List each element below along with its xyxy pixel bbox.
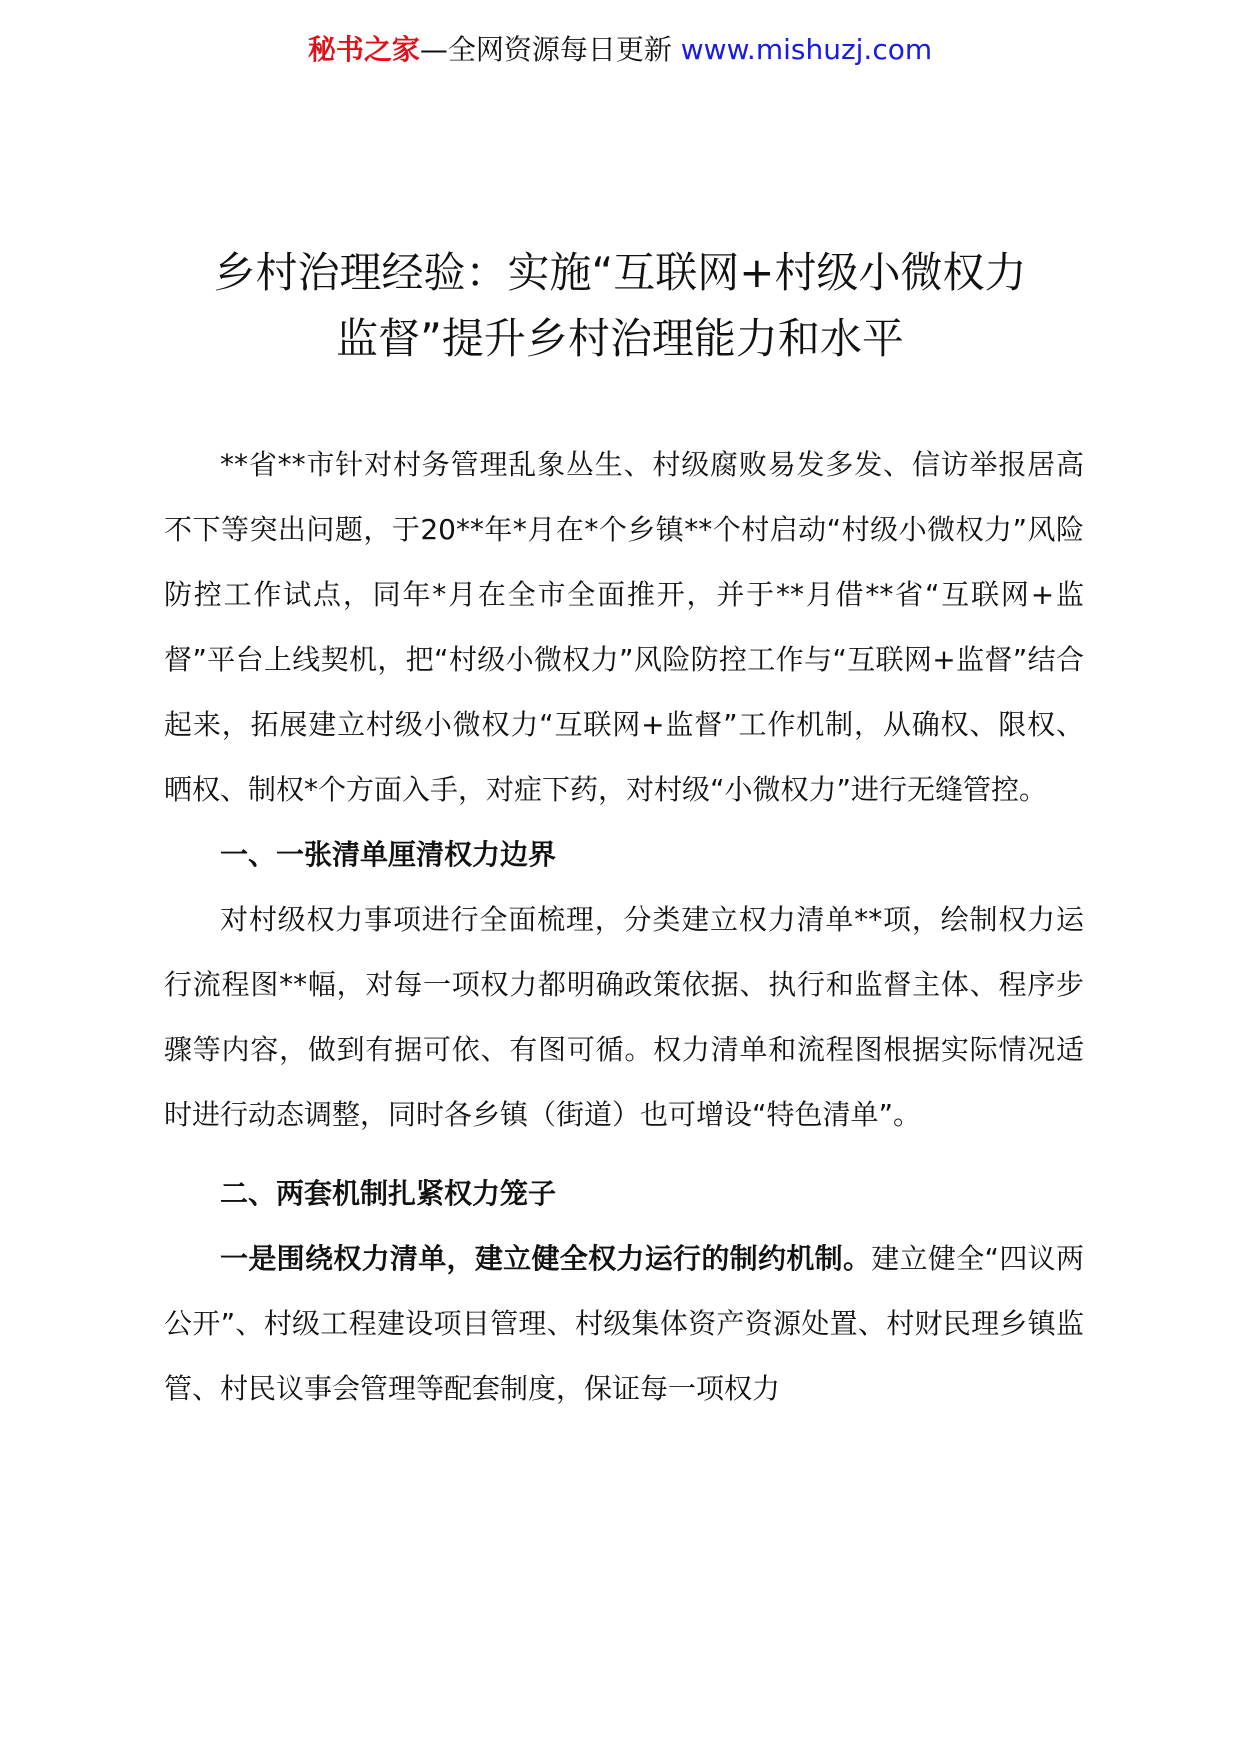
section-1-heading: 一、一张清单厘清权力边界 xyxy=(220,838,557,871)
section-2-text: 建立健全“四议两公开”、村级工程建设项目管理、村级集体资产资源处置、村财民理乡镇监管、村民议事会管理等配套制度，保证每一项权力 xyxy=(164,1242,1084,1405)
title-line-2: 监督”提升乡村治理能力和水平 xyxy=(336,314,904,363)
section-2-heading: 二、两套机制扎紧权力笼子 xyxy=(220,1177,557,1210)
intro-paragraph: **省**市针对村务管理乱象丛生、村级腐败易发多发、信访举报居高不下等突出问题，于20**年*月在*个乡镇**个村启动“村级小微权力”风险防控工作试点，同年*月在全市全面推开，并于**月借**省“互联网+监督”平台上线契机，把“村级小微权力”风险防控工作与“互联网+监督”结合起来，拓展建立村级小微权力“互联网+监督”工作机制，从确权、限权、晒权、制权*个方面入手，对症下药，对村级“小微权力”进行无缝管控。 xyxy=(164,448,1084,806)
title-line-1: 乡村治理经验：实施“互联网+村级小微权力 xyxy=(213,248,1027,297)
section-1-paragraph: 对村级权力事项进行全面梳理，分类建立权力清单**项，绘制权力运行流程图**幅，对每一项权力都明确政策依据、执行和监督主体、程序步骤等内容，做到有据可依、有图可循。权力清单和流程图根据实际情况适时进行动态调整，同时各乡镇（街道）也可增设“特色清单”。 xyxy=(164,903,1084,1131)
site-brand: 秘书之家 xyxy=(307,33,420,66)
site-tagline: —全网资源每日更新 xyxy=(419,33,681,66)
document-title xyxy=(150,240,1090,372)
site-url-link[interactable]: www.mishuzj.com xyxy=(680,33,933,66)
site-header xyxy=(0,30,1240,70)
document-body xyxy=(164,432,1084,1421)
section-2-lead: 一是围绕权力清单，建立健全权力运行的制约机制。 xyxy=(220,1242,872,1275)
section-2-paragraph xyxy=(164,1226,1084,1421)
